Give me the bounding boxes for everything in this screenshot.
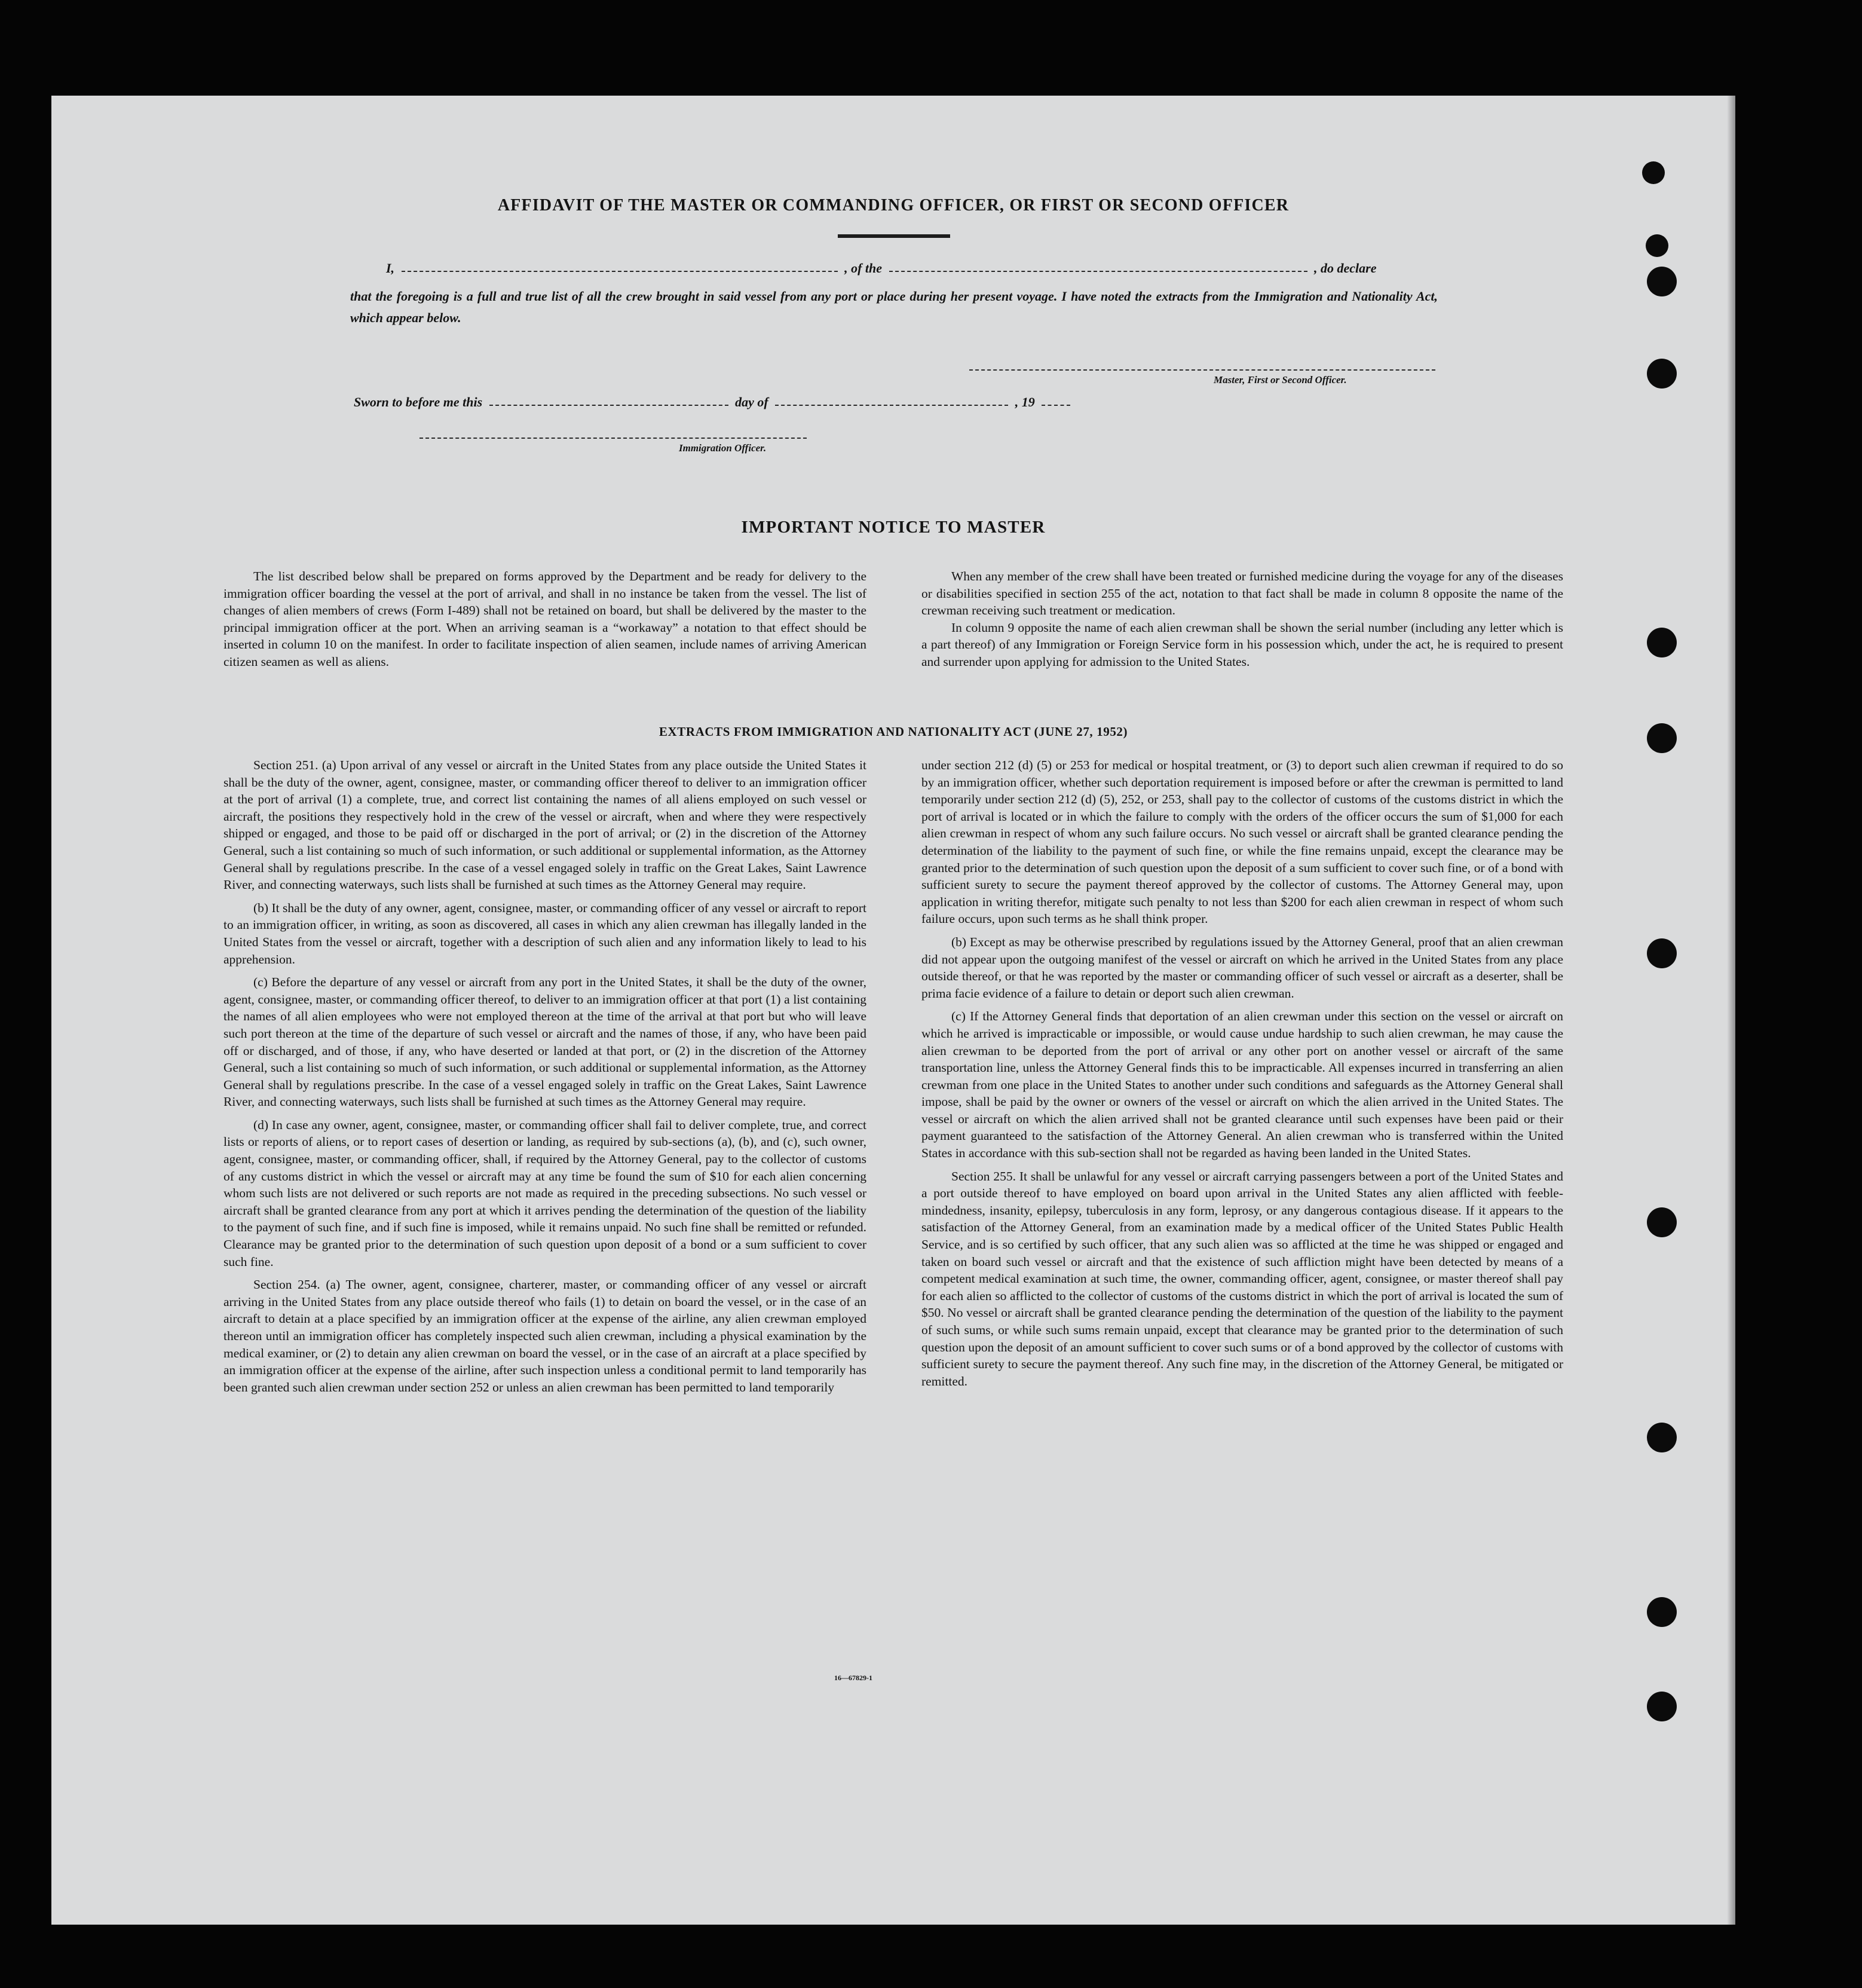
notice-left-column bbox=[223, 568, 866, 671]
binder-hole bbox=[1647, 1597, 1677, 1627]
section-254a-continued: under section 212 (d) (5) or 253 for medical or hospital treatment, or (3) to deport such alien crewman if required to do so by an immigration officer, whether such deportation requirement is imposed before or after the crewman is permitted to land temporarily under section 212 (d) (5), 252, or 253, shall pay to the collector of customs of the customs district in which the port of arrival is located or in which the failure to comply with the orders of the officer occurs the sum of $1,000 for each alien crewman in respect of whom any such failure occurs. No such vessel or aircraft shall be granted clearance pending the determination of the liability to the payment of such fine, or while the fine remains unpaid, except the clearance may be granted prior to the determination of such question upon the deposit of a sum sufficient to cover such fine, or of a bond with sufficient surety to secure the payment thereof approved by the collector of customs. The Attorney General may, upon application in writing therefor, mitigate such penalty to not less than $200 for each alien crewman in respect of whom such failure occurs, upon such terms as he shall think proper. bbox=[921, 758, 1563, 926]
year-label: , 19 bbox=[1015, 394, 1035, 409]
name-blank[interactable] bbox=[402, 267, 838, 272]
notice-right-column bbox=[921, 568, 1563, 671]
binder-hole bbox=[1647, 628, 1677, 657]
binder-hole bbox=[1647, 1692, 1677, 1721]
sworn-line bbox=[354, 394, 1074, 410]
extracts-title: EXTRACTS FROM IMMIGRATION AND NATIONALITY ACT (JUNE 27, 1952) bbox=[659, 724, 1128, 739]
notice-right-paragraph-2: In column 9 opposite the name of each alien crewman shall be shown the serial number (including any letter which is a part thereof) of any Immigration or Foreign Service form in his possession which, under the act, he is required to present and surrender upon applying for admission to the United States. bbox=[921, 620, 1563, 669]
section-255: Section 255. It shall be unlawful for any vessel or aircraft carrying passengers between a port of the United States and a port outside thereof to have employed on board upon arrival in the United States any alien afflicted with feeble-mindedness, insanity, epilepsy, tuberculosis in any form, leprosy, or any dangerous contagious disease. If it appears to the satisfaction of the Attorney General, from an examination made by a medical officer of the United States Public Health Service, and is so certified by such officer, that any such alien was so afflicted at the time he was shipped or engaged and taken on board such vessel or aircraft and that the existence of such affliction might have been detected by means of a competent medical examination at such time, the owner, commanding officer, agent, consignee, or master thereof shall pay for each alien so afflicted to the collector of customs of the customs district in which the port of arrival is located the sum of $50. No vessel or aircraft shall be granted clearance pending the determination of the question of the liability to the payment of such sums, or while such sums remain unpaid, except that clearance may be granted prior to the determination of such question upon the deposit of an amount sufficient to cover such sums or of a bond approved by the collector of customs with sufficient surety to secure the payment thereof. Any such fine may, in the discretion of the Attorney General, be mitigated or remitted. bbox=[921, 1169, 1563, 1388]
vessel-blank[interactable] bbox=[889, 267, 1307, 272]
sworn-label: Sworn to before me this bbox=[354, 394, 483, 409]
i-label: I, bbox=[386, 261, 395, 276]
document-page bbox=[51, 96, 1735, 1925]
binder-hole bbox=[1647, 359, 1677, 389]
binder-hole bbox=[1647, 938, 1677, 968]
form-number: 16—67829-1 bbox=[834, 1674, 872, 1682]
do-declare-label: , do declare bbox=[1314, 261, 1377, 276]
section-254c: (c) If the Attorney General finds that deportation of an alien crewman under this section on the vessel or aircraft on which he arrived is impracticable or impossible, or would cause undue hardship to such alien crewman, he may cause the alien crewman to be deported from the port of arrival or any other port on another vessel or aircraft of the same transportation line, unless the Attorney General finds this to be impracticable. All expenses incurred in transferring an alien crewman from one place in the United States to another under such conditions and safeguards as the Attorney General shall impose, shall be paid by the owner or owners of the vessel or aircraft on which the alien arrived in the United States. The vessel or aircraft on which the alien arrived shall not be granted clearance until such expenses have been paid or their payment guaranteed to the satisfaction of the Attorney General. An alien crewman who is transferred within the United States in accordance with this sub-section shall not be regarded as having been landed in the United States. bbox=[921, 1009, 1563, 1161]
affidavit-statement: that the foregoing is a full and true list of all the crew brought in said vessel from any port or place during her present voyage. I have noted the extracts from the Immigration and Nationality Act, which appear below. bbox=[350, 289, 1438, 325]
sworn-year-blank[interactable] bbox=[1042, 401, 1070, 406]
binder-hole bbox=[1647, 723, 1677, 753]
immigration-officer-caption: Immigration Officer. bbox=[679, 442, 767, 454]
section-251c: (c) Before the departure of any vessel or aircraft from any port in the United States, it shall be the duty of the owner, agent, consignee, master, or commanding officer thereof, to deliver to an immigration officer at that port (1) a list containing the names of all alien employees who were not employed thereon at the time of the arrival at that port but who will leave such port thereon at the time of the departure of such vessel or aircraft and the names of those, if any, who have been paid off or discharged, and of those, if any, who have deserted or landed at that port, or (2) in the discretion of the Attorney General, such a list containing so much of such information, or such additional or supplemental information, as the Attorney General shall by regulations prescribe. In the case of a vessel engaged solely in traffic on the Great Lakes, Saint Lawrence River, and connecting waterways, such lists shall be furnished at such times as the Attorney General may require. bbox=[223, 975, 866, 1109]
binder-hole bbox=[1647, 267, 1677, 296]
sworn-month-blank[interactable] bbox=[775, 401, 1008, 406]
section-251a: Section 251. (a) Upon arrival of any vessel or aircraft in the United States from any place outside the United States it shall be the duty of the owner, agent, consignee, master, or commanding officer thereof to deliver to an immigration officer at the port of arrival (1) a complete, true, and correct list containing the names of all aliens employed on such vessel or aircraft, the positions they respectively hold in the crew of the vessel or aircraft, when and where they were respectively shipped or engaged, and those to be paid off or discharged in the port of arrival; or (2) in the discretion of the Attorney General, such a list containing so much of such information, or such additional or supplemental information, as the Attorney General shall by regulations prescribe. In the case of a vessel engaged solely in traffic on the Great Lakes, Saint Lawrence River, and connecting waterways, such lists shall be furnished at such times as the Attorney General may require. bbox=[223, 758, 866, 892]
title-underline bbox=[838, 234, 950, 238]
extracts-right-column bbox=[921, 757, 1563, 1390]
notice-left-paragraph: The list described below shall be prepared on forms approved by the Department and be ready for delivery to the immigration officer boarding the vessel at the port of arrival, and shall in no instance be taken from the vessel. The list of changes of alien members of crews (Form I-489) shall not be retained on board, but shall be delivered by the master to the principal immigration officer at the port. When an arriving seaman is a “workaway” a notation to that effect should be inserted in column 10 on the manifest. In order to facilitate inspection of alien seamen, include names of arriving American citizen seamen as well as aliens. bbox=[223, 569, 866, 669]
notice-title: IMPORTANT NOTICE TO MASTER bbox=[741, 518, 1046, 537]
day-of-label: day of bbox=[735, 394, 768, 409]
notice-right-paragraph-1: When any member of the crew shall have been treated or furnished medicine during the voyage for any of the diseases or disabilities specified in section 255 of the act, notation to that fact shall be made in column 8 opposite the name of the crewman receiving such treatment or medication. bbox=[921, 569, 1563, 618]
sworn-day-blank[interactable] bbox=[489, 401, 728, 406]
extracts-left-column bbox=[223, 757, 866, 1396]
section-254a: Section 254. (a) The owner, agent, consignee, charterer, master, or commanding officer of any vessel or aircraft arriving in the United States from any place outside thereof who fails (1) to detain on board the vessel, or in the case of an aircraft to detain at a place specified by an immigration officer at the expense of the airline, any alien crewman employed thereon until an immigration officer has completely inspected such alien crewman, including a physical examination by the medical examiner, or (2) to detain any alien crewman on board the vessel, or in the case of an aircraft at a place specified by an immigration officer at the expense of the airline, after such inspection unless a conditional permit to land temporarily has been granted such alien crewman under section 252 or unless an alien crewman has been permitted to land temporarily bbox=[223, 1277, 866, 1394]
master-caption: Master, First or Second Officer. bbox=[1214, 374, 1347, 386]
binder-hole bbox=[1647, 1207, 1677, 1237]
section-251b: (b) It shall be the duty of any owner, agent, consignee, master, or commanding officer of any vessel or aircraft to report to an immigration officer, in writing, as soon as discovered, all cases in which any alien crewman has illegally landed in the United States from the vessel or aircraft, together with a description of such alien and any information likely to lead to his apprehension. bbox=[223, 900, 866, 967]
officer-signature-line[interactable] bbox=[419, 438, 807, 439]
binder-hole bbox=[1646, 234, 1668, 257]
section-254b: (b) Except as may be otherwise prescribed by regulations issued by the Attorney General, proof that an alien crewman did not appear upon the outgoing manifest of the vessel or aircraft on which he arrived in the United States from any place outside thereof, or that he was reported by the master or commanding officer of such vessel or aircraft as a deserter, shall be prima facie evidence of a failure to detain or deport such alien crewman. bbox=[921, 934, 1563, 1001]
binder-hole bbox=[1647, 1423, 1677, 1452]
affidavit-declaration-line bbox=[386, 261, 1376, 276]
of-the-label: , of the bbox=[844, 261, 883, 276]
binder-hole bbox=[1642, 161, 1665, 184]
master-signature-line[interactable] bbox=[969, 369, 1435, 371]
affidavit-title: AFFIDAVIT OF THE MASTER OR COMMANDING OFFICER, OR FIRST OR SECOND OFFICER bbox=[497, 196, 1290, 215]
section-251d: (d) In case any owner, agent, consignee, master, or commanding officer shall fail to deliver complete, true, and correct lists or reports of aliens, or to report cases of desertion or landing, as required by sub-sections (a), (b), and (c), such owner, agent, consignee, master, or commanding officer, shall, if required by the Attorney General, pay to the collector of customs of any customs district in which the vessel or aircraft may at any time be found the sum of $10 for each alien concerning whom such lists are not delivered or such reports are not made as required in the preceding subsections. No such vessel or aircraft shall be granted clearance from any port at which it arrives pending the determination of the question of the liability to the payment of such fine, and if such fine is imposed, while it remains unpaid. No such fine shall be remitted or refunded. Clearance may be granted prior to the determination of such question upon deposit of a bond or a sum sufficient to cover such fine. bbox=[223, 1117, 866, 1269]
